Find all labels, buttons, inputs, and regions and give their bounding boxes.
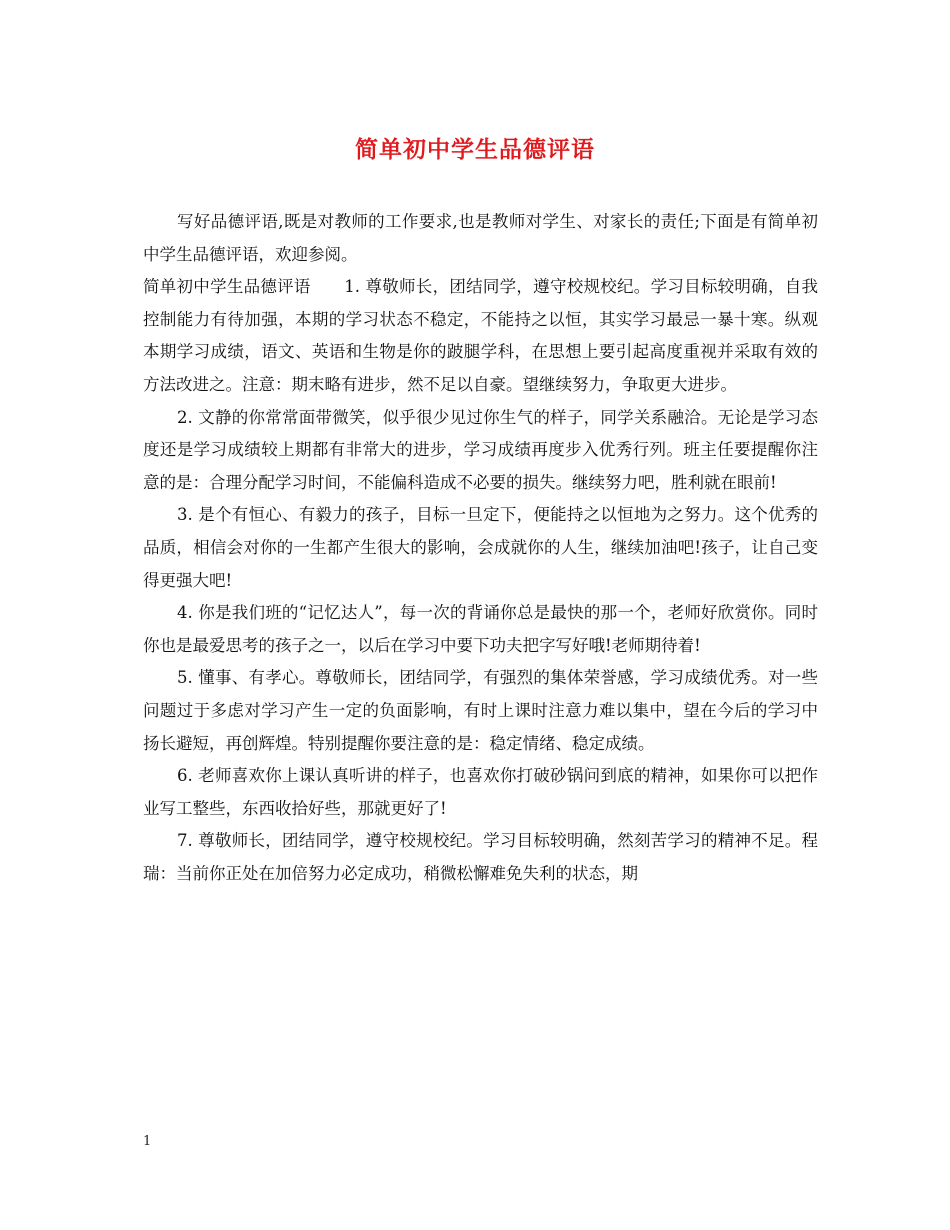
document-title: 简单初中学生品德评语 [355,136,595,163]
comment-item-4: 4. 你是我们班的“记忆达人”，每一次的背诵你总是最快的那一个，老师好欣赏你。同时你也是最爱思考的孩子之一，以后在学习中要下功夫把字写好哦!老师期待着! [143,603,818,655]
comment-item-5: 5. 懂事、有孝心。尊敬师长，团结同学，有强烈的集体荣誉感，学习成绩优秀。对一些问题过于多虑对学习产生一定的负面影响，有时上课时注意力难以集中，望在今后的学习中扬长避短，再创辉煌。特别提醒你要注意的是：稳定情绪、稳定成绩。 [143,668,818,753]
page-number: 1 [143,1134,152,1149]
comment-item-6: 6. 老师喜欢你上课认真听讲的样子，也喜欢你打破砂锅问到底的精神，如果你可以把作业写工整些，东西收拾好些，那就更好了! [143,766,818,818]
document-body [143,206,818,890]
comment-item-3: 3. 是个有恒心、有毅力的孩子，目标一旦定下，便能持之以恒地为之努力。这个优秀的品质，相信会对你的一生都产生很大的影响，会成就你的人生，继续加油吧!孩子，让自己变得更强大吧! [143,505,818,590]
comment-item-2: 2. 文静的你常常面带微笑，似乎很少见过你生气的样子，同学关系融洽。无论是学习态度还是学习成绩较上期都有非常大的进步，学习成绩再度步入优秀行列。班主任要提醒你注意的是：合理分配学习时间，不能偏科造成不必要的损失。继续努力吧，胜利就在眼前! [143,407,818,492]
intro-paragraph: 写好品德评语,既是对教师的工作要求,也是教师对学生、对家长的责任;下面是有简单初中学生品德评语，欢迎参阅。 [143,212,818,264]
heading-and-item-1: 简单初中学生品德评语 1. 尊敬师长，团结同学，遵守校规校纪。学习目标较明确，自我控制能力有待加强，本期的学习状态不稳定，不能持之以恒，其实学习最忌一暴十寒。纵观本期学习成绩，语文、英语和生物是你的跛腿学科，在思想上要引起高度重视并采取有效的方法改进之。注意：期末略有进步，然不足以自豪。望继续努力，争取更大进步。 [143,277,818,394]
comment-item-7: 7. 尊敬师长，团结同学，遵守校规校纪。学习目标较明确，然刻苦学习的精神不足。程瑞：当前你正处在加倍努力必定成功，稍微松懈难免失利的状态，期 [143,831,818,883]
